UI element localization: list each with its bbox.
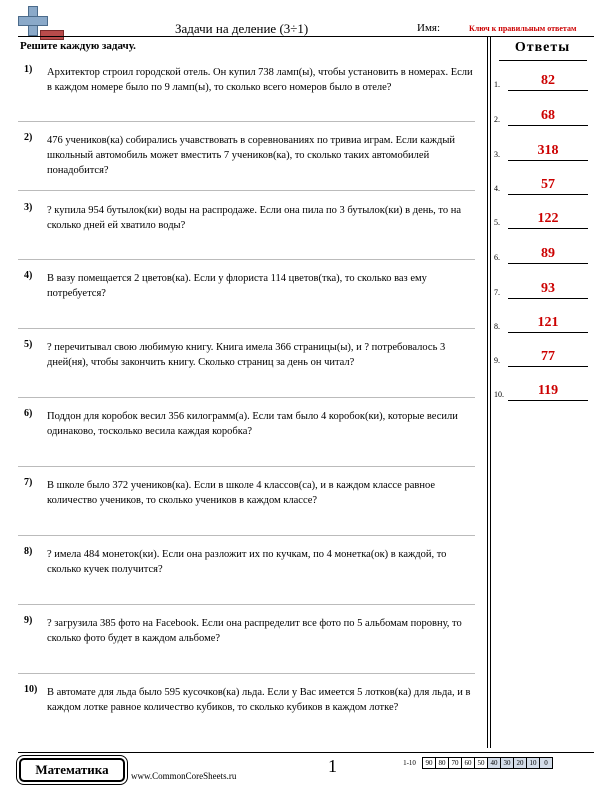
question-text: В автомате для льда было 595 кусочков(ка) льда. Если у Вас имеется 5 лотков(ка) для льда, и в каждом лотке равное количество кубиков, то сколько кубиков в каждом лотке? bbox=[47, 687, 471, 713]
answer-number: 8. bbox=[494, 322, 500, 331]
footer-divider bbox=[18, 752, 594, 753]
answer-number: 5. bbox=[494, 218, 500, 227]
answer-value: 77 bbox=[541, 349, 555, 364]
answer-number: 10. bbox=[494, 390, 504, 399]
answer-line bbox=[508, 400, 588, 401]
question-text: ? купила 954 бутылок(ки) воды на распродаже. Если она пила по 3 бутылок(ки) в день, то на сколько дней ей хватило воды? bbox=[47, 205, 462, 231]
question-text: Поддон для коробок весил 356 килограмм(а). Если там было 4 коробок(ки), которые весили одинаково, тосколько весила каждая коробка? bbox=[47, 411, 458, 437]
answer-number: 4. bbox=[494, 184, 500, 193]
answer-number: 2. bbox=[494, 115, 500, 124]
score-table bbox=[396, 757, 553, 769]
instructions: Решите каждую задачу. bbox=[20, 40, 136, 52]
score-cell: 90 bbox=[422, 757, 436, 769]
question-number: 7) bbox=[24, 477, 33, 488]
answer-number: 1. bbox=[494, 80, 500, 89]
answer-line bbox=[508, 125, 588, 126]
score-cell: 60 bbox=[461, 757, 475, 769]
question-separator bbox=[18, 535, 475, 536]
score-cell: 20 bbox=[513, 757, 527, 769]
answer-value: 122 bbox=[537, 211, 559, 226]
question-number: 4) bbox=[24, 270, 33, 281]
answer-value: 93 bbox=[541, 281, 555, 296]
answers-title: Ответы bbox=[514, 40, 571, 55]
question-number: 6) bbox=[24, 408, 33, 419]
answer-row-9 bbox=[494, 347, 594, 367]
question-separator bbox=[18, 190, 475, 191]
question-number: 10) bbox=[24, 684, 38, 695]
answer-row-10 bbox=[494, 381, 594, 401]
score-cell: 70 bbox=[448, 757, 462, 769]
question-separator bbox=[18, 466, 475, 467]
answer-row-7 bbox=[494, 279, 594, 299]
score-cell: 50 bbox=[474, 757, 488, 769]
page-number: 1 bbox=[328, 756, 337, 776]
answer-line bbox=[508, 366, 588, 367]
site-url[interactable]: www.CommonCoreSheets.ru bbox=[131, 771, 237, 781]
question-text: ? перечитывал свою любимую книгу. Книга имела 366 страницы(ы), и ? потребовалось 3 дней(ня), чтобы закончить книгу. Сколько страниц за день он читал? bbox=[47, 342, 446, 368]
question-text: ? имела 484 монеток(ки). Если она разложит их по кучкам, по 4 монетка(ок) в каждой, то сколько кучек получится? bbox=[47, 549, 447, 575]
question-number: 8) bbox=[24, 546, 33, 557]
answer-value: 121 bbox=[537, 315, 559, 330]
answer-number: 9. bbox=[494, 356, 500, 365]
question-number: 3) bbox=[24, 202, 33, 213]
question-text: В школе было 372 учеников(ка). Если в школе 4 классов(са), и в каждом классе равное количество учеников, то сколько учеников в каждом классе? bbox=[47, 480, 435, 506]
answer-value: 82 bbox=[541, 73, 555, 88]
brand-badge: Математика bbox=[19, 758, 125, 782]
column-divider bbox=[490, 36, 491, 748]
question-separator bbox=[18, 259, 475, 260]
answer-value: 119 bbox=[537, 383, 559, 398]
answers-title-underline bbox=[499, 60, 587, 61]
answer-line bbox=[508, 160, 588, 161]
question-number: 9) bbox=[24, 615, 33, 626]
answer-number: 7. bbox=[494, 288, 500, 297]
question-text: 476 учеников(ка) собирались учавствовать в соревнованиях по тривиа играм. Если каждый школьный автомобиль может вместить 7 учеников(ка), то сколько таких автомобилей понадобится? bbox=[47, 135, 456, 176]
answer-row-1 bbox=[494, 71, 594, 91]
answer-value: 318 bbox=[537, 143, 559, 158]
answer-line bbox=[508, 298, 588, 299]
answer-value: 89 bbox=[541, 246, 555, 261]
answer-line bbox=[508, 194, 588, 195]
answer-number: 3. bbox=[494, 150, 500, 159]
question-number: 2) bbox=[24, 132, 33, 143]
score-cell: 0 bbox=[539, 757, 553, 769]
answer-line bbox=[508, 332, 588, 333]
score-cell: 80 bbox=[435, 757, 449, 769]
score-range-label: 1-10 bbox=[403, 759, 416, 767]
question-separator bbox=[18, 604, 475, 605]
answer-value: 68 bbox=[541, 108, 555, 123]
answer-row-6 bbox=[494, 244, 594, 264]
page-title: Задачи на деление (3÷1) bbox=[175, 21, 309, 36]
question-separator bbox=[18, 673, 475, 674]
answer-row-3 bbox=[494, 141, 594, 161]
logo-icon bbox=[18, 6, 64, 40]
answer-line bbox=[508, 228, 588, 229]
question-text: ? загрузила 385 фото на Facebook. Если она распределит все фото по 5 альбомам поровну, то сколько фото будет в каждом альбоме? bbox=[47, 618, 462, 644]
question-separator bbox=[18, 328, 475, 329]
header-divider bbox=[18, 36, 594, 37]
question-number: 1) bbox=[24, 64, 33, 75]
answer-row-8 bbox=[494, 313, 594, 333]
answer-row-5 bbox=[494, 209, 594, 229]
answer-line bbox=[508, 263, 588, 264]
question-separator bbox=[18, 397, 475, 398]
answer-number: 6. bbox=[494, 253, 500, 262]
answer-line bbox=[508, 90, 588, 91]
column-divider bbox=[487, 36, 488, 748]
answer-row-2 bbox=[494, 106, 594, 126]
answer-value: 57 bbox=[541, 177, 555, 192]
name-label: Имя: bbox=[417, 22, 441, 34]
score-cell: 10 bbox=[526, 757, 540, 769]
question-separator bbox=[18, 121, 475, 122]
question-text: Архитектор строил городской отель. Он купил 738 ламп(ы), чтобы установить в номерах. Если в каждом номере было по 9 ламп(ы), то сколько всего номеров было в отеле? bbox=[47, 67, 473, 93]
question-text: В вазу помещается 2 цветов(ка). Если у флориста 114 цветов(тка), то сколько ваз ему потребуется? bbox=[47, 273, 427, 299]
score-cell: 40 bbox=[487, 757, 501, 769]
score-cell: 30 bbox=[500, 757, 514, 769]
question-number: 5) bbox=[24, 339, 33, 350]
answer-key-label: Ключ к правильным ответам bbox=[469, 24, 577, 33]
answer-row-4 bbox=[494, 175, 594, 195]
